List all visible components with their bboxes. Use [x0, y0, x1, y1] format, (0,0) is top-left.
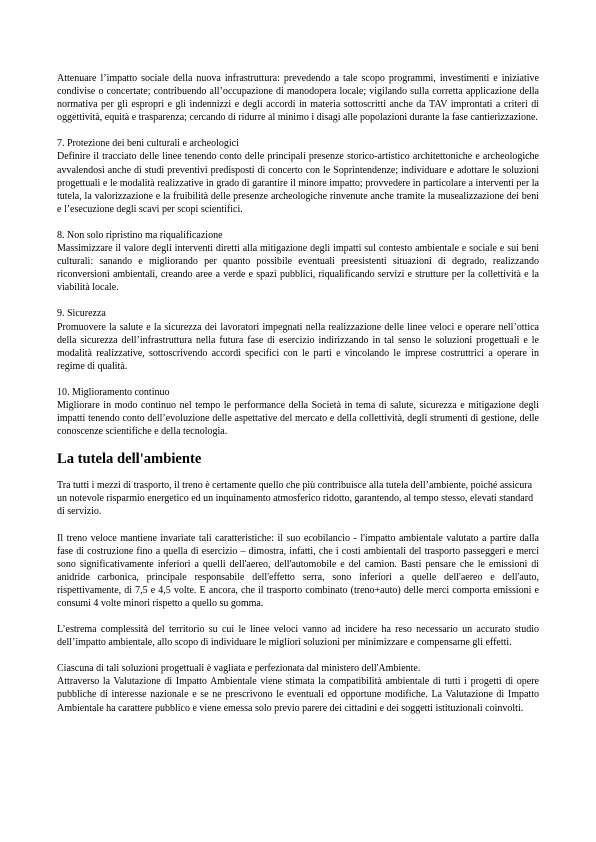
section-body: Promuovere la salute e la sicurezza dei lavoratori impegnati nella realizzazione delle linee veloci e operare nell’ottica della sicurezza dell’infrastruttura nella futura fase di esercizio indirizzando in tal senso le soluzioni progettuali e le modalità realizzative, sottoscrivendo accordi specifici con le parti e vincolando le imprese costruttrici a operare in regime di qualità. — [57, 321, 539, 372]
section-body: Migliorare in modo continuo nel tempo le performance della Società in tema di salute, sicurezza e mitigazione degli impatti tenendo conto dell’evoluzione delle aspettative del mercato e della collettività, degli strumenti di gestione, delle conoscenze scientifiche e della tecnologia. — [57, 399, 539, 438]
page-title: La tutela dell'ambiente — [57, 451, 202, 468]
section-heading: 8. Non solo ripristino ma riqualificazione — [57, 229, 223, 241]
paragraph: L’estrema complessità del territorio su cui le linee veloci vanno ad incidere ha reso necessario un accurato studio dell’impatto ambientale, allo scopo di individuare le migliori soluzioni per minimizzare e compensarne gli effetti. — [57, 624, 539, 649]
paragraph: Ciascuna di tali soluzioni progettuali è vagliata e perfezionata dal ministero dell'Ambiente. — [57, 663, 421, 675]
paragraph: Attraverso la Valutazione di Impatto Ambientale viene stimata la compatibilità ambientale di tutti i progetti di opere pubbliche di interesse nazionale e se ne prescrivono le eventuali ed opportune modifiche. La Valutazione di Impatto Ambientale ha carattere pubblico e viene emessa solo previo parere dei cittadini e dei soggetti istituzionali coinvolti. — [57, 676, 539, 714]
section-heading: 7. Protezione dei beni culturali e archeologici — [57, 138, 239, 150]
section-body: Massimizzare il valore degli interventi diretti alla mitigazione degli impatti sul contesto ambientale e sociale e sui beni culturali: sanando e migliorando per quanto possibile eventuali preesistenti situazioni di degrado, realizzando riconversioni ambientali, creando aree a verde e spazi pubblici, riqualificando servizi e strutture per la collettività e la viabilità locale. — [57, 243, 539, 294]
paragraph: Tra tutti i mezzi di trasporto, il treno è certamente quello che più contribuisce alla tutela dell’ambiente, poiché assicura un notevole risparmio energetico ed un inquinamento atmosferico ridotto, garantendo, al tempo stesso, elevati standard di servizio. — [57, 480, 534, 518]
section-heading: 10. Miglioramento continuo — [57, 386, 170, 398]
section-10 — [57, 386, 539, 438]
section-9 — [57, 307, 539, 372]
section-7 — [57, 137, 539, 216]
section-body: Definire il tracciato delle linee tenendo conto delle principali presenze storico-artistico architettoniche e archeologiche avvalendosi anche di studi preventivi predisposti di concerto con le Soprintendenze; individuare e adottare le soluzioni progettuali e le modalità realizzative in grado di garantire il minore impatto; provvedere in particolare a interventi per la tutela, la valorizzazione e la fruibilità delle presenze archeologiche rinvenute anche tramite la musealizzazione dei beni e l’esecuzione degli scavi per scopi scientifici. — [57, 151, 539, 215]
section-8 — [57, 229, 539, 294]
document-body — [57, 72, 539, 715]
paragraph: Il treno veloce mantiene invariate tali caratteristiche: il suo ecobilancio - l'impatto ambientale valutato a partire dalla fase di costruzione fino a quella di esercizio – dimostra, infatti, che i costi ambientali del trasporto passeggeri e merci sono significativamente inferiori a quelli dell'aereo, dell'automobile e del camion. Basti pensare che le emissioni di anidride carbonica, principale responsabile dell'effetto serra, sono inferiori a quelle dell'aereo e dell'auto, rispettivamente, di 7,5 e 4,5 volte. E ancora, che il trasporto combinato (treno+auto) delle merci comporta emissioni e consumi 4 volte minori rispetto a quello su gomma. — [57, 532, 539, 609]
intro-paragraph: Attenuare l’impatto sociale della nuova infrastruttura: prevedendo a tale scopo programmi, investimenti e iniziative condivise o concertate; contribuendo all’occupazione di manodopera locale; vigilando sulla corretta applicazione della normativa per gli espropri e gli indennizzi e degli accordi in materia sottoscritti anche da TAV improntati a criteri di oggettività, equità e trasparenza; cercando di ridurre al minimo i disagi alle popolazioni durante la fase cantierizzazione. — [57, 73, 539, 124]
section-heading: 9. Sicurezza — [57, 308, 106, 320]
